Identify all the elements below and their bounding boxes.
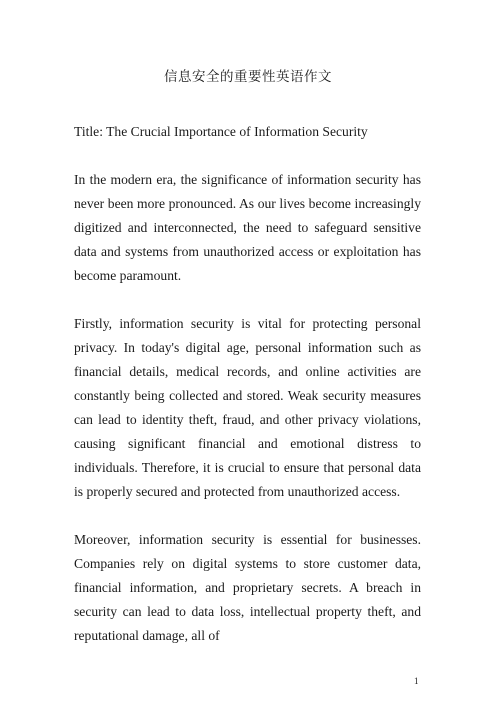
- paragraph-privacy: Firstly, information security is vital for protecting personal privacy. In today's digital age, personal information such as financial details, medical records, and online activities are constantly being collected and stored. Weak security measures can lead to identity theft, fraud, and other privacy violations, causing significant financial and emotional distress to individuals. Therefore, it is crucial to ensure that personal data is properly secured and protected from unauthorized access.: [74, 316, 421, 499]
- document-body: [74, 120, 421, 672]
- paragraph-businesses: Moreover, information security is essential for businesses. Companies rely on digital systems to store customer data, financial information, and proprietary secrets. A breach in security can lead to data loss, intellectual property theft, and reputational damage, all of: [74, 532, 421, 643]
- page-number: 1: [414, 676, 419, 686]
- chinese-title: 信息安全的重要性英语作文: [164, 69, 332, 84]
- essay-title: Title: The Crucial Importance of Information Security: [74, 124, 368, 139]
- paragraph-intro: In the modern era, the significance of information security has never been more pronounced. As our lives become increasingly digitized and interconnected, the need to safeguard sensitive data and systems from unauthorized access or exploitation has become paramount.: [74, 172, 421, 283]
